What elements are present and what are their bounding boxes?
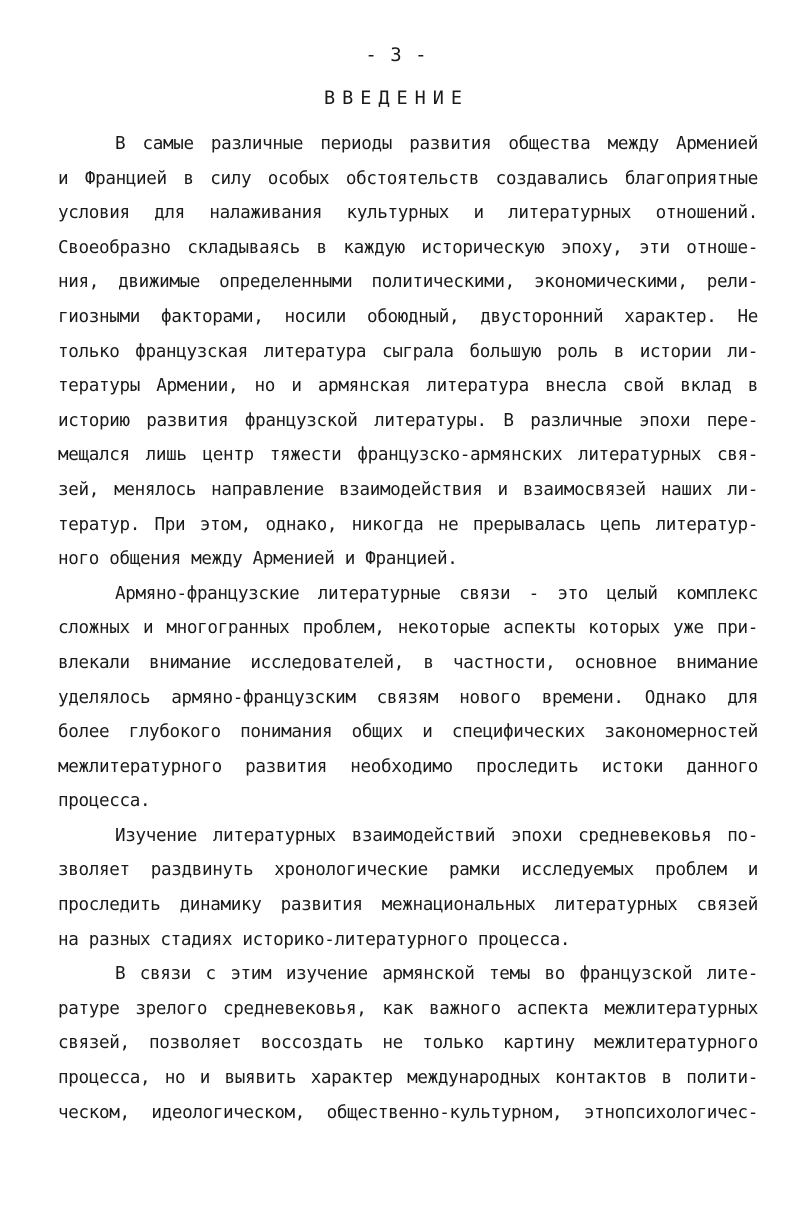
section-title: ВВЕДЕНИЕ <box>323 88 470 109</box>
text-line: только французская литература сыграла большую роль в истории ли- <box>58 341 758 362</box>
text-line: процесса, но и выявить характер международных контактов в полити- <box>58 1068 758 1089</box>
paragraph-3 <box>58 819 758 957</box>
paragraph-1 <box>58 127 758 577</box>
text-line: В самые различные периоды развития общества между Арменией <box>115 134 758 154</box>
text-line: гиозными факторами, носили обоюдный, двусторонний характер. Не <box>58 306 758 327</box>
text-line: зволяет раздвинуть хронологические рамки исследуемых проблем и <box>58 860 758 881</box>
text-line: зей, менялось направление взаимодействия и взаимосвязей наших ли- <box>58 479 758 500</box>
text-line: на разных стадиях историко-литературного процесса. <box>58 929 571 950</box>
text-line: сложных и многогранных проблем, некоторые аспекты которых уже при- <box>58 618 758 639</box>
text-line: и Францией в силу особых обстоятельств создавались благоприятные <box>58 168 758 189</box>
paragraph-4 <box>58 957 758 1130</box>
text-line: тературы Армении, но и армянская литература внесла свой вклад в <box>58 376 758 397</box>
text-line: мещался лишь центр тяжести французско-армянских литературных свя- <box>58 445 758 466</box>
text-line: ного общения между Арменией и Францией. <box>58 549 458 570</box>
text-line: более глубокого понимания общих и специфических закономерностей <box>58 722 758 743</box>
text-line: Своеобразно складываясь в каждую историческую эпоху, эти отноше- <box>58 237 758 258</box>
text-line: межлитературного развития необходимо проследить истоки данного <box>58 756 758 777</box>
text-line: процесса. <box>58 791 151 812</box>
text-line: проследить динамику развития межнациональных литературных связей <box>58 895 758 916</box>
paragraph-2 <box>58 577 758 819</box>
text-line: Изучение литературных взаимодействий эпохи средневековья по- <box>115 825 758 846</box>
text-line: уделялось армяно-французским связям нового времени. Однако для <box>58 687 758 708</box>
text-line: В связи с этим изучение армянской темы во французской лите- <box>115 964 758 985</box>
text-line: ния, движимые определенными политическими, экономическими, рели- <box>58 272 758 293</box>
text-line: условия для налаживания культурных и литературных отношений. <box>58 203 758 224</box>
body-text <box>58 127 758 1130</box>
text-line: историю развития французской литературы. В различные эпохи пере- <box>58 410 758 431</box>
text-line: Армяно-французские литературные связи - это целый комплекс <box>115 583 758 604</box>
text-line: ческом, идеологическом, общественно-культурном, этнопсихологичес- <box>58 1102 758 1123</box>
text-line: влекали внимание исследователей, в частности, основное внимание <box>58 652 758 673</box>
page-number: - 3 - <box>365 44 428 66</box>
text-line: ратуре зрелого средневековья, как важного аспекта межлитературных <box>58 998 758 1019</box>
text-line: связей, позволяет воссоздать не только картину межлитературного <box>58 1033 758 1054</box>
text-line: тератур. При этом, однако, никогда не прерывалась цепь литератур- <box>58 514 758 535</box>
